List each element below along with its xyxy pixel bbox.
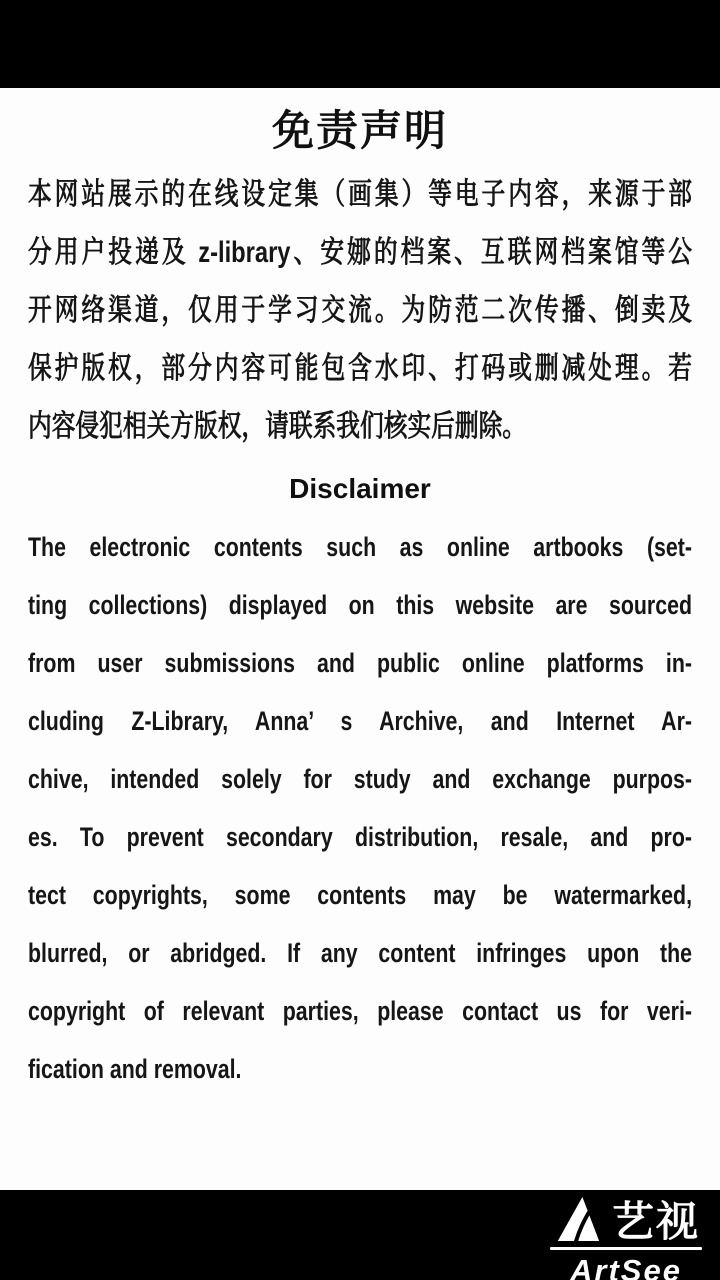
text-line: 分用户投递及 z-library、安娜的档案、互联网档案馆等公 <box>28 236 693 269</box>
logo-top-row <box>550 1196 702 1246</box>
logo-brand-zh: 艺视 <box>611 1198 700 1246</box>
text-line: tect copyrights, some contents may be watermarked, <box>28 880 693 910</box>
text-line: es. To prevent secondary distribution, resale, and pro- <box>28 822 693 852</box>
logo-brand-en: ArtSee <box>570 1253 682 1280</box>
text-line: 本网站展示的在线设定集（画集）等电子内容，来源于部 <box>28 178 693 211</box>
artsee-logo <box>550 1196 702 1280</box>
text-line: fication and removal. <box>28 1054 242 1084</box>
logo-divider <box>550 1247 702 1250</box>
text-line: copyright of relevant parties, please contact us for veri- <box>28 996 693 1026</box>
text-line: 开网络渠道，仅用于学习交流。为防范二次传播、倒卖及 <box>28 294 693 327</box>
disclaimer-heading-en: Disclaimer <box>289 473 431 504</box>
disclaimer-page <box>0 88 720 1190</box>
text-line: chive, intended solely for study and exchange purpos- <box>28 764 693 794</box>
text-line: 保护版权，部分内容可能包含水印、打码或删减处理。若 <box>28 352 693 385</box>
text-line: 内容侵犯相关方版权，请联系我们核实后删除。 <box>28 410 527 443</box>
disclaimer-text-zh <box>28 166 692 456</box>
text-line: cluding Z-Library, Anna’ s Archive, and Internet Ar- <box>28 706 693 736</box>
disclaimer-text-en <box>28 518 692 1098</box>
text-line: ting collections) displayed on this website are sourced <box>28 590 693 620</box>
bottom-letterbox-bar <box>0 1190 720 1280</box>
page-title: 免责声明 <box>271 107 448 154</box>
text-line: from user submissions and public online platforms in- <box>28 648 693 678</box>
text-line: The electronic contents such as online artbooks (set- <box>28 532 693 562</box>
text-line: blurred, or abridged. If any content infringes upon the <box>28 938 693 968</box>
mountain-peak-icon <box>556 1196 600 1242</box>
top-letterbox-bar <box>0 0 720 88</box>
